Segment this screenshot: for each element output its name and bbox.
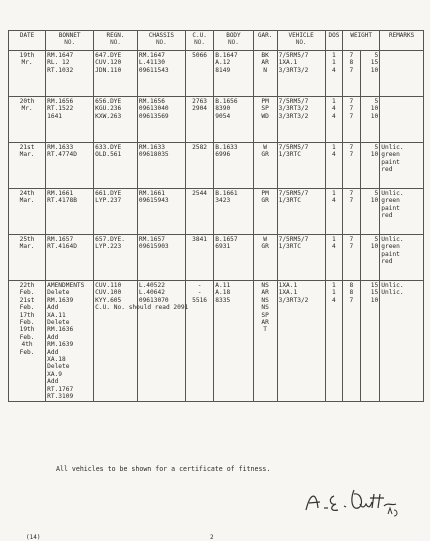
cell-line: NS — [261, 304, 269, 312]
cell-line: L.41130 — [138, 59, 165, 67]
cell-line: 1XA.1 — [278, 282, 298, 289]
cell-line: red — [381, 258, 393, 266]
cell-line: OLD.561 — [95, 151, 122, 159]
cell-dos — [325, 235, 342, 281]
cell-line: red — [381, 166, 393, 174]
cell-line: 1 — [332, 289, 336, 297]
cell-line: 7 — [349, 190, 354, 197]
vehicle-ledger-table — [8, 30, 424, 402]
cell-line: green — [381, 151, 400, 159]
cell-line: 656.DYE — [95, 98, 122, 105]
cell-cu — [185, 235, 213, 281]
cell-date — [9, 143, 46, 189]
cell-line: RT.1032 — [47, 66, 74, 74]
cell-line: LYP.223 — [95, 243, 122, 251]
cell-line: LYP.237 — [95, 197, 122, 205]
cell-line: C.U. No. should read 2091 — [95, 304, 189, 312]
cell-line: CUV.120 — [95, 59, 122, 67]
cell-line: 09615943 — [138, 197, 169, 205]
cell-line: RM.1633 — [138, 144, 165, 151]
cell-line: 19th — [19, 326, 35, 334]
cell-line: 1XA.1 — [278, 289, 298, 297]
cell-chassis — [137, 281, 185, 402]
cell-line: 21st — [19, 144, 35, 151]
cell-line: Add — [47, 348, 59, 356]
cell-line: RT.1767 — [47, 385, 74, 393]
cell-line: 1641 — [47, 112, 63, 120]
header-weight: WEIGHT — [343, 31, 380, 51]
cell-bonnet — [46, 189, 94, 235]
cell-line: 6931 — [215, 243, 231, 251]
cell-line: Unlic. — [381, 190, 404, 197]
cell-line: RM.1657 — [138, 236, 165, 243]
cell-remarks — [380, 281, 424, 402]
cell-vehicle — [277, 235, 325, 281]
cell-line: A.12 — [215, 59, 231, 67]
cell-line: 7 — [349, 105, 354, 113]
header-gar: GAR. — [253, 31, 277, 51]
cell-line: RM.1647 — [47, 52, 74, 59]
cell-line: Delete — [47, 363, 70, 371]
cell-line: CUV.100 — [95, 289, 122, 297]
cell-line: 7/5RM5/7 — [278, 190, 309, 197]
cell-line: 7/5RM5/7 — [278, 98, 309, 105]
cell-gar — [253, 51, 277, 97]
header-remarks: REMARKS — [380, 31, 424, 51]
cell-bonnet — [46, 281, 94, 402]
cell-line: 8 — [349, 289, 354, 297]
cell-w1 — [343, 189, 360, 235]
cell-w2 — [360, 97, 380, 143]
cell-line: RM.1636 — [47, 326, 74, 334]
cell-body — [214, 235, 253, 281]
header-date: DATE — [9, 31, 46, 51]
cell-line: 661.DYE — [95, 190, 122, 197]
cell-cu — [185, 51, 213, 97]
cell-line: AMENDMENTS — [47, 282, 85, 289]
cell-line: 09615903 — [138, 243, 169, 251]
cell-regn — [94, 235, 138, 281]
handwritten-signature — [300, 484, 410, 520]
cell-w2 — [360, 235, 380, 281]
cell-line: 5066 — [192, 52, 208, 59]
cell-line: T — [263, 326, 267, 334]
cell-w2 — [360, 281, 380, 402]
cell-date — [9, 51, 46, 97]
cell-line: Add — [47, 304, 59, 312]
cell-line: 3/3RT3/2 — [278, 112, 309, 120]
cell-line: AR — [261, 289, 269, 297]
cell-line: 7 — [349, 112, 354, 120]
cell-line: RT.4774D — [47, 151, 77, 159]
cell-vehicle — [277, 189, 325, 235]
cell-line: RT.4178B — [47, 197, 77, 205]
cell-line: 7 — [349, 52, 354, 59]
cell-line: 1/3RTC — [278, 151, 301, 159]
cell-line: 3/3RT3/2 — [278, 105, 309, 113]
cell-gar — [253, 143, 277, 189]
cell-line: 7 — [349, 197, 354, 205]
cell-line: Add — [47, 378, 59, 386]
cell-line: Feb. — [19, 289, 35, 297]
cell-line: 17th — [19, 311, 35, 319]
cell-line: 2763 — [192, 98, 208, 105]
cell-cu — [185, 143, 213, 189]
cell-line: 2904 — [192, 105, 208, 113]
cell-line: 10 — [370, 243, 379, 251]
cell-line: 10 — [370, 197, 379, 205]
cell-line: RM.1647 — [138, 52, 165, 59]
cell-line: NS — [261, 282, 269, 289]
cell-line: 20th — [19, 98, 35, 105]
cell-date — [9, 235, 46, 281]
cell-line: 3/3RT3/2 — [278, 66, 309, 74]
cell-line: L.40642 — [138, 289, 165, 297]
cell-chassis — [137, 97, 185, 143]
cell-chassis — [137, 189, 185, 235]
cell-line: 5 — [374, 144, 379, 151]
cell-line: 7 — [349, 236, 354, 243]
cell-line: 1 — [332, 52, 336, 59]
cell-bonnet — [46, 51, 94, 97]
cell-line: RM.1639 — [47, 296, 74, 304]
cell-line: A.18 — [215, 289, 231, 297]
vehicle-group-row — [9, 97, 424, 143]
cell-line: 4 — [332, 105, 336, 113]
cell-line: 10 — [370, 105, 379, 113]
cell-line: - — [197, 289, 202, 297]
cell-date — [9, 97, 46, 143]
cell-line: 5 — [374, 52, 379, 59]
cell-body — [214, 51, 253, 97]
cell-line: 647.DYE — [95, 52, 122, 59]
cell-line: Add — [47, 333, 59, 341]
cell-line: GR — [261, 243, 269, 251]
cell-line: 10 — [370, 296, 379, 304]
cell-line: Mr. — [21, 59, 33, 67]
cell-dos — [325, 97, 342, 143]
cell-line: Feb. — [19, 333, 35, 341]
cell-gar — [253, 281, 277, 402]
cell-line: Mar. — [19, 243, 35, 251]
cell-line: 09613070 — [138, 296, 169, 304]
cell-line: 8149 — [215, 66, 231, 74]
cell-cu — [185, 189, 213, 235]
cell-line: RM.1661 — [47, 190, 74, 197]
cell-line: W — [263, 236, 267, 243]
cell-line: 3423 — [215, 197, 231, 205]
vehicle-group-row — [9, 235, 424, 281]
cell-line: RM.1661 — [138, 190, 165, 197]
cell-line: XA.11 — [47, 311, 66, 319]
cell-line: 10 — [370, 151, 379, 159]
cell-line: Unlic. — [381, 144, 404, 151]
cell-line: green — [381, 197, 400, 205]
cell-line: RT.4164D — [47, 243, 77, 251]
cell-line: 7 — [349, 151, 354, 159]
cell-line: 7 — [349, 144, 354, 151]
cell-line: NS — [261, 296, 269, 304]
cell-line: 7/5RM5/7 — [278, 52, 309, 59]
cell-line: 4 — [332, 197, 336, 205]
cell-line: 7/5RM5/7 — [278, 144, 309, 151]
cell-w2 — [360, 143, 380, 189]
cell-line: BK — [261, 52, 269, 59]
vehicle-group-row — [9, 143, 424, 189]
header-dos: DOS — [325, 31, 342, 51]
cell-regn — [94, 97, 138, 143]
cell-vehicle — [277, 143, 325, 189]
cell-line: Mar. — [19, 197, 35, 205]
cell-line: WD — [261, 112, 269, 120]
cell-line: 8 — [349, 282, 354, 289]
header-body: BODY NO. — [214, 31, 253, 51]
vehicle-group-row — [9, 189, 424, 235]
cell-line: 7 — [349, 243, 354, 251]
cell-line: 5 — [374, 190, 379, 197]
cell-remarks — [380, 235, 424, 281]
cell-line: GR — [261, 197, 269, 205]
cell-dos — [325, 281, 342, 402]
cell-line: 24th — [19, 190, 35, 197]
cell-line: B.1657 — [215, 236, 238, 243]
cell-line: 25th — [19, 236, 35, 243]
cell-line: 8390 — [215, 105, 231, 113]
cell-line: RM.1633 — [47, 144, 74, 151]
cell-remarks — [380, 143, 424, 189]
cell-line: Unlic. — [381, 236, 404, 243]
cell-line: XA.18 — [47, 356, 66, 364]
cell-line: 4 — [332, 296, 336, 304]
cell-body — [214, 189, 253, 235]
cell-line: 3841 — [192, 236, 208, 243]
amendments-row — [9, 281, 424, 402]
cell-line: B.1661 — [215, 190, 238, 197]
cell-dos — [325, 189, 342, 235]
cell-w1 — [343, 281, 360, 402]
cell-w1 — [343, 235, 360, 281]
cell-line: paint — [381, 158, 400, 166]
cell-line: CUV.110 — [95, 282, 122, 289]
cell-w1 — [343, 143, 360, 189]
cell-line: 10 — [370, 112, 379, 120]
cell-gar — [253, 235, 277, 281]
cell-remarks — [380, 97, 424, 143]
cell-line: A.11 — [215, 282, 231, 289]
cell-body — [214, 281, 253, 402]
cell-line: 7 — [349, 66, 354, 74]
cell-line: 1 — [332, 98, 336, 105]
cell-line: 4 — [332, 112, 336, 120]
cell-line: 15 — [370, 59, 379, 67]
cell-line: 1/3RTC — [278, 197, 301, 205]
cell-line: 5516 — [192, 296, 208, 304]
header-chassis: CHASSIS NO. — [137, 31, 185, 51]
footer-reference: (14) — [26, 534, 41, 541]
cell-line: 10 — [370, 66, 379, 74]
cell-line: 3/3RT3/2 — [278, 296, 309, 304]
cell-bonnet — [46, 143, 94, 189]
cell-line: N — [263, 66, 267, 74]
cell-line: KGU.236 — [95, 105, 122, 113]
cell-gar — [253, 97, 277, 143]
cell-line: 7/5RM5/7 — [278, 236, 309, 243]
cell-line: Feb. — [19, 319, 35, 327]
cell-line: paint — [381, 204, 400, 212]
cell-line: 09618035 — [138, 151, 169, 159]
cell-line: 8 — [349, 59, 354, 67]
cell-line: GR — [261, 151, 269, 159]
cell-line: 9054 — [215, 112, 231, 120]
cell-chassis — [137, 51, 185, 97]
cell-line: 2544 — [192, 190, 208, 197]
cell-line: RM.1656 — [138, 98, 165, 105]
cell-line: 4th — [21, 341, 33, 349]
cell-line: B.1633 — [215, 144, 238, 151]
cell-vehicle — [277, 281, 325, 402]
cell-line: 8335 — [215, 296, 231, 304]
cell-line: 4 — [332, 66, 336, 74]
cell-regn — [94, 189, 138, 235]
cell-line: Delete — [47, 319, 70, 327]
cell-line: AR — [261, 59, 269, 67]
cell-remarks — [380, 51, 424, 97]
header-regn: REGN. NO. — [94, 31, 138, 51]
cell-line: Mr. — [21, 105, 33, 113]
ledger-body — [9, 51, 424, 402]
cell-line: - — [197, 282, 202, 289]
cell-body — [214, 97, 253, 143]
cell-w1 — [343, 51, 360, 97]
cell-line: Unlic. — [381, 282, 404, 289]
header-row — [9, 31, 424, 51]
cell-vehicle — [277, 97, 325, 143]
cell-line: 19th — [19, 52, 35, 59]
cell-line: PM — [261, 98, 269, 105]
cell-date — [9, 189, 46, 235]
cell-date — [9, 281, 46, 402]
cell-w2 — [360, 51, 380, 97]
cell-line: 5 — [374, 98, 379, 105]
cell-line: 15 — [370, 289, 379, 297]
cell-bonnet — [46, 97, 94, 143]
cell-line: RM.1657 — [47, 236, 74, 243]
cell-line: 15 — [370, 282, 379, 289]
cell-line: XA.9 — [47, 370, 63, 378]
cell-line: RM.1639 — [47, 341, 74, 349]
cell-w2 — [360, 189, 380, 235]
cell-line: PM — [261, 190, 269, 197]
header-cu: C.U. NO. — [185, 31, 213, 51]
cell-line: Feb. — [19, 348, 35, 356]
cell-regn — [94, 51, 138, 97]
cell-line: RL. 12 — [47, 59, 70, 67]
cell-line: 09613569 — [138, 112, 169, 120]
cell-gar — [253, 189, 277, 235]
cell-line: 7 — [349, 98, 354, 105]
cell-body — [214, 143, 253, 189]
page-number: 2 — [210, 534, 214, 541]
fitness-footnote: All vehicles to be shown for a certificate of fitness. — [56, 465, 271, 473]
cell-vehicle — [277, 51, 325, 97]
header-bonnet: BONNET NO. — [46, 31, 94, 51]
cell-line: 09611543 — [138, 66, 169, 74]
cell-line: 657.DYE. — [95, 236, 125, 243]
cell-line: 7 — [349, 296, 354, 304]
cell-line: Feb. — [19, 304, 35, 312]
cell-line: paint — [381, 250, 400, 258]
cell-line: 1 — [332, 236, 336, 243]
cell-chassis — [137, 143, 185, 189]
cell-line: 1 — [332, 144, 336, 151]
cell-line: B.1647 — [215, 52, 238, 59]
cell-line: SP — [261, 311, 269, 319]
cell-line: 22th — [19, 282, 35, 289]
cell-line: 1XA.1 — [278, 59, 298, 67]
cell-line: red — [381, 212, 393, 220]
cell-regn — [94, 143, 138, 189]
cell-line: B.1656 — [215, 98, 238, 105]
cell-line: 4 — [332, 151, 336, 159]
cell-line: Unlic. — [381, 289, 404, 297]
cell-cu — [185, 281, 213, 402]
cell-line: 1 — [332, 282, 336, 289]
cell-line: 4 — [332, 243, 336, 251]
cell-line: JDN.110 — [95, 66, 122, 74]
cell-line: green — [381, 243, 400, 251]
cell-line: 09613040 — [138, 105, 169, 113]
cell-line: Delete — [47, 289, 70, 297]
cell-line: 21st — [19, 296, 35, 304]
cell-chassis — [137, 235, 185, 281]
cell-line: RT.1522 — [47, 105, 74, 113]
cell-line: 2582 — [192, 144, 208, 151]
header-vehicle: VEHICLE NO. — [277, 31, 325, 51]
cell-line: 6996 — [215, 151, 231, 159]
cell-dos — [325, 51, 342, 97]
cell-line: 5 — [374, 236, 379, 243]
cell-line: 1 — [332, 59, 336, 67]
vehicle-group-row — [9, 51, 424, 97]
cell-line: 1/3RTC — [278, 243, 301, 251]
cell-line: KYY.605 — [95, 296, 122, 304]
cell-line: 1 — [332, 190, 336, 197]
cell-line: RT.3109 — [47, 393, 74, 401]
cell-bonnet — [46, 235, 94, 281]
cell-line: Mar. — [19, 151, 35, 159]
cell-line: 633.DYE — [95, 144, 122, 151]
cell-line: W — [263, 144, 267, 151]
cell-line: L.40522 — [138, 282, 165, 289]
cell-w1 — [343, 97, 360, 143]
cell-cu — [185, 97, 213, 143]
cell-line: KXW.263 — [95, 112, 122, 120]
cell-remarks — [380, 189, 424, 235]
cell-line: RM.1656 — [47, 98, 74, 105]
cell-dos — [325, 143, 342, 189]
cell-line: AR — [261, 319, 269, 327]
cell-line: SP — [261, 105, 269, 113]
